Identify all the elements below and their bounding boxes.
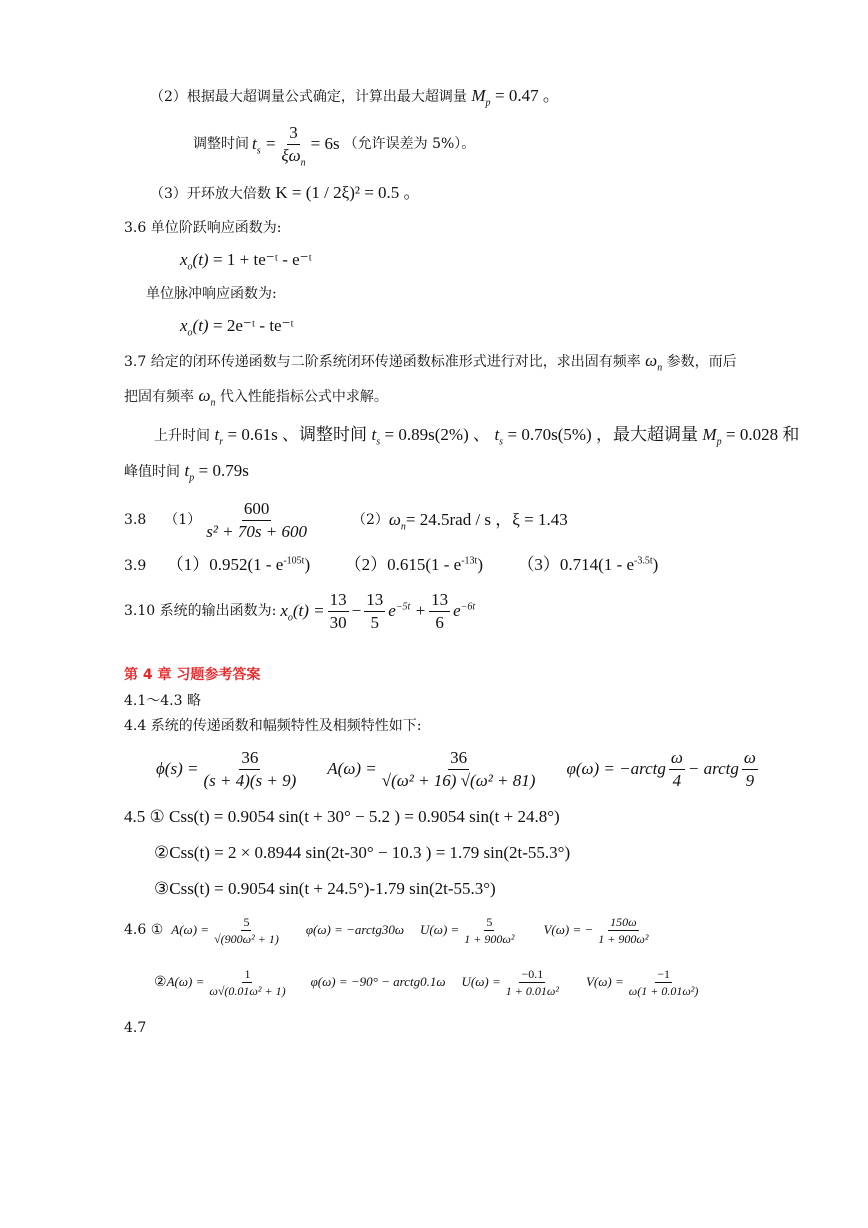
q38-fraction: $\frac{600}{\text{s² + 70s + 600}}$ [206, 498, 307, 541]
answer-2-overshoot: （2）根据最大超调量公式确定，计算出最大超调量 $M_p = 0.47$ 。 [150, 86, 560, 109]
chapter-4-heading: 第 4 章 习题参考答案 [124, 667, 261, 683]
question-4-5-3: ③Css(t) = 0.9054 sin(t + 24.5°)-1.79 sin(2t-55.3°) [154, 879, 496, 898]
answer-3-gain: （3）开环放大倍数 K = (1 / 2ξ)² = 0.5 。 [150, 183, 421, 202]
question-3-10: 3.10 系统的输出函数为: $x_o(t)$ = $\frac{13}{30}$ − $\frac{13}{5}$ $e^{-5t}$ + $\frac{13}{6}$ $e^{-6t}$ [124, 589, 476, 632]
question-4-1: 4.1～4.3 略 [124, 693, 201, 709]
question-3-6-title: 3.6 单位阶跃响应函数为: [124, 220, 282, 236]
settling-fraction: $\frac{3}{\xi\omega_n}$ [281, 122, 306, 168]
answer-2-settling-time: 调整时间 $t_s$ = $\frac{3}{\xi\omega_n}$ = 6s （允许误差为 5%）。 [193, 122, 476, 168]
question-4-4-equations: ϕ(s) = $\frac{36}{(s + 4)(s + 9)}$ A(ω) = $\frac{36}{\text{√(ω² + 16) √(ω² + 81)}}$ φ(ω) = −arctg $\frac{\omega}{4}$ − arctg $\frac{\omega}{9}$ [156, 747, 756, 790]
question-4-6-2: ② A(ω) = $\frac{1}{\text{ω√(0.01ω² + 1)}}$ φ(ω) = −90° − arctg0.1ω U(ω) = $\frac{-0.1}{\text{1 + 0.01ω²}}$ V(ω) = $\frac{-1}{\text{ω(1 + 0.01ω²)}}$ [154, 966, 699, 998]
question-4-7: 4.7 [124, 1020, 147, 1036]
question-4-4-title: 4.4 系统的传递函数和幅频特性及相频特性如下: [124, 718, 422, 734]
question-3-7-line4: 峰值时间 $t_p = 0.79s$ [124, 461, 249, 484]
question-3-6-impulse-eq: $x_o(t)$ = 2e⁻ᵗ - te⁻ᵗ [180, 316, 294, 339]
question-4-5-2: ②Css(t) = 2 × 0.8944 sin(2t-30° − 10.3 ) = 1.79 sin(2t-55.3°) [154, 843, 571, 862]
question-3-7-line3: 上升时间 $t_r = 0.61s$ 、调整时间 $t_s = 0.89s(2\%)$ 、 $t_s = 0.70s(5\%)$ ，最大超调量 $M_p = 0.028$ 和 [154, 425, 800, 448]
question-3-7-line1: 3.7 给定的闭环传递函数与二阶系统闭环传递函数标准形式进行对比，求出固有频率 $\omega_n$ 参数，而后 [124, 351, 737, 374]
question-3-9: 3.9 $(1)0.952(1 - e^{-105t})$ $(2)0.615(1 - e^{-13t})$ $(3)0.714(1 - e^{-3.5t})$ [124, 555, 659, 574]
question-3-7-line2: 把固有频率 $\omega_n$ 代入性能指标公式中求解。 [124, 386, 388, 409]
question-4-6-1: 4.6 ① A(ω) = $\frac{5}{\text{√(900ω² + 1)}}$ φ(ω) = −arctg30ω U(ω) = $\frac{5}{\text{1 + 900ω²}}$ V(ω) = − $\frac{150\omega}{\text{1 + 900ω²}}$ [124, 914, 649, 946]
question-3-8: 3.8 （1） $\frac{600}{\text{s² + 70s + 600}}$ （2） $\omega_n$ = 24.5rad / s ，ξ = 1.43 [124, 498, 568, 541]
question-4-5-1: 4.5 ① Css(t) = 0.9054 sin(t + 30° − 5.2 ) = 0.9054 sin(t + 24.8°) [124, 807, 560, 826]
question-3-6-step-eq: $x_o(t) = 1$ + te⁻ᵗ - e⁻ᵗ [180, 250, 312, 273]
question-3-6-impulse-title: 单位脉冲响应函数为: [146, 286, 277, 302]
